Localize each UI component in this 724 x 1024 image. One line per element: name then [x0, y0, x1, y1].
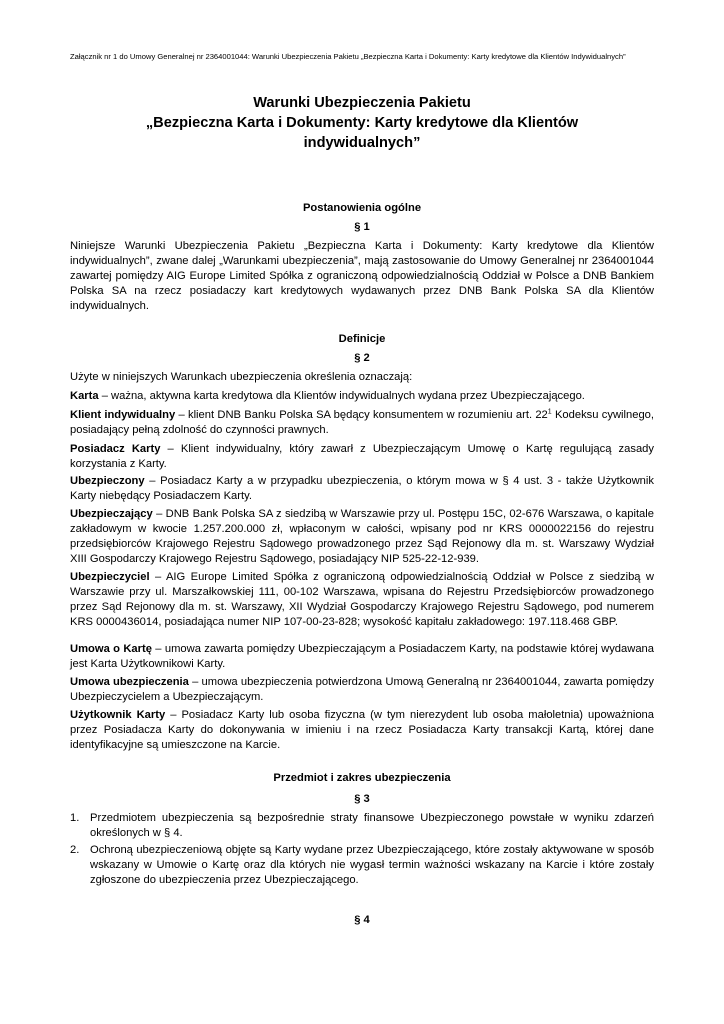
- list-item-text: Ochroną ubezpieczeniową objęte są Karty wydane przez Ubezpieczającego, które zostały aktywowane w sposób wskazany w Umowie o Kartę oraz dla których nie wygasł termin ważności wskazany na Karcie i które zostały zgłoszone do ubezpieczenia przez Ubezpieczającego.: [90, 844, 654, 886]
- definitions-intro: Użyte w niniejszych Warunkach ubezpieczenia określenia oznaczają:: [70, 371, 413, 383]
- definition-term: Umowa o Kartę: [70, 643, 152, 655]
- definition-text: – Posiadacz Karty a w przypadku ubezpieczenia, o którym mowa w § 4 ust. 3 - także Użytkownik Karty niebędący Posiadaczem Karty.: [70, 475, 654, 502]
- title-line-3: indywidualnych”: [303, 135, 421, 151]
- definition-text: – Posiadacz Karty lub osoba fizyczna (w tym nierezydent lub osoba małoletnia) upoważniona przez Posiadacza Karty do dokonywania w imieniu i na rzecz Posiadacza Karty transakcji Kartą, której dane identyfikacyjne są umieszczone na Karcie.: [70, 709, 654, 751]
- title-line-2: „Bezpieczna Karta i Dokumenty: Karty kredytowe dla Klientów: [145, 115, 579, 131]
- paragraph-mark-3: § 3: [354, 793, 370, 805]
- definition-ubezpieczajacy: [70, 507, 654, 567]
- definition-text: – AIG Europe Limited Spółka z ograniczoną odpowiedzialnością Oddział w Polsce z siedzibą w Warszawie przy ul. Marszałkowskiej 111, 00-102 Warszawa, wpisana do Rejestru Przedsiębiorców prowadzonego przez Sąd Rejonowy dla m. st. Warszawy, XII Wydział Gospodarczy Krajowego Rejestru Sądowego, pod numerem KRS 0000436014, posiadająca numer NIP 107-00-23-828; wysokość kapitału zakładowego: 197.118.468 GBP.: [70, 571, 654, 628]
- definition-term: Ubezpieczający: [70, 508, 153, 520]
- list-item: [70, 811, 654, 841]
- definition-umowa-o-karte: [70, 642, 654, 672]
- definition-term: Posiadacz Karty: [70, 443, 161, 455]
- definition-text-after: Kodeksu cywilnego, posiadający pełną zdolność do czynności prawnych.: [70, 409, 654, 436]
- definition-superscript: 1: [547, 408, 552, 416]
- definition-term: Ubezpieczyciel: [70, 571, 150, 583]
- section1-text: Niniejsze Warunki Ubezpieczenia Pakietu „Bezpieczna Karta i Dokumenty: Karty kredytowe dla Klientów indywidualnych”, zwane dalej „Warunkami ubezpieczenia”, mają zastosowanie do Umowy Generalnej nr 2364001044 zawartej pomiędzy AIG Europe Limited Spółka z ograniczoną odpowiedzialnością Oddział w Polsce a DNB Bankiem Polska SA na rzecz posiadaczy kart kredytowych wydawanych przez DNB Bank Polska SA dla Klientów indywidualnych.: [70, 240, 654, 312]
- definition-text: – ważna, aktywna karta kredytowa dla Klientów indywidualnych wydana przez Ubezpieczającego.: [98, 390, 585, 402]
- section-heading-definitions: Definicje: [338, 333, 386, 345]
- paragraph-mark-2: § 2: [354, 352, 370, 364]
- definition-text: – klient DNB Banku Polska SA będący konsumentem w rozumieniu art. 22: [175, 409, 548, 421]
- paragraph-mark-1: § 1: [354, 221, 370, 233]
- section-heading-scope: Przedmiot i zakres ubezpieczenia: [273, 772, 451, 784]
- list-item-number: 1.: [70, 812, 80, 824]
- definition-posiadacz-karty: [70, 442, 654, 472]
- header-note: Załącznik nr 1 do Umowy Generalnej nr 2364001044: Warunki Ubezpieczenia Pakietu „Bezpieczna Karta i Dokumenty: Karty kredytowe dla Klientów Indywidualnych”: [70, 52, 626, 61]
- definition-ubezpieczony: [70, 474, 654, 504]
- paragraph-mark-4: § 4: [354, 914, 370, 926]
- definition-text: – Klient indywidualny, który zawarł z Ubezpieczającym Umowę o Kartę regulującą zasady korzystania z Karty.: [70, 443, 654, 470]
- section-heading-general: Postanowienia ogólne: [302, 202, 422, 214]
- definition-term: Klient indywidualny: [70, 409, 176, 421]
- list-item-text: Przedmiotem ubezpieczenia są bezpośrednie straty finansowe Ubezpieczonego powstałe w wyniku zdarzeń określonych w § 4.: [90, 812, 654, 839]
- definition-term: Użytkownik Karty: [70, 709, 166, 721]
- definition-text: – DNB Bank Polska SA z siedzibą w Warszawie przy ul. Postępu 15C, 02-676 Warszawa, o kapitale zakładowym w kwocie 1.257.200.000 zł, wpłaconym w całości, wpisany pod nr KRS 0000022156 do rejestru przedsiębiorców Krajowego Rejestru Sądowego prowadzonego przez Sąd Rejonowy dla m. st. Warszawy Wydział XIII Gospodarczy Krajowego Rejestru Sądowego, posiadający NIP 525-22-12-939.: [70, 508, 654, 565]
- definition-term: Ubezpieczony: [70, 475, 145, 487]
- definition-text: – umowa ubezpieczenia potwierdzona Umową Generalną nr 2364001044, zawarta pomiędzy Ubezpieczycielem a Ubezpieczającym.: [70, 676, 655, 703]
- definition-text: – umowa zawarta pomiędzy Ubezpieczającym a Posiadaczem Karty, na podstawie której wydawana jest Karta Użytkownikowi Karty.: [70, 643, 654, 670]
- list-item-number: 2.: [70, 844, 80, 856]
- list-item: [70, 843, 654, 888]
- definition-term: Karta: [70, 390, 99, 402]
- definition-uzytkownik-karty: [70, 708, 654, 753]
- definition-term: Umowa ubezpieczenia: [70, 676, 189, 688]
- title-line-1: Warunki Ubezpieczenia Pakietu: [253, 95, 471, 111]
- definition-karta: [70, 389, 654, 404]
- definition-umowa-ubezpieczenia: [70, 675, 654, 705]
- definition-klient-indywidualny: [70, 408, 654, 438]
- document-title: [70, 93, 654, 153]
- definition-ubezpieczyciel: [70, 570, 654, 630]
